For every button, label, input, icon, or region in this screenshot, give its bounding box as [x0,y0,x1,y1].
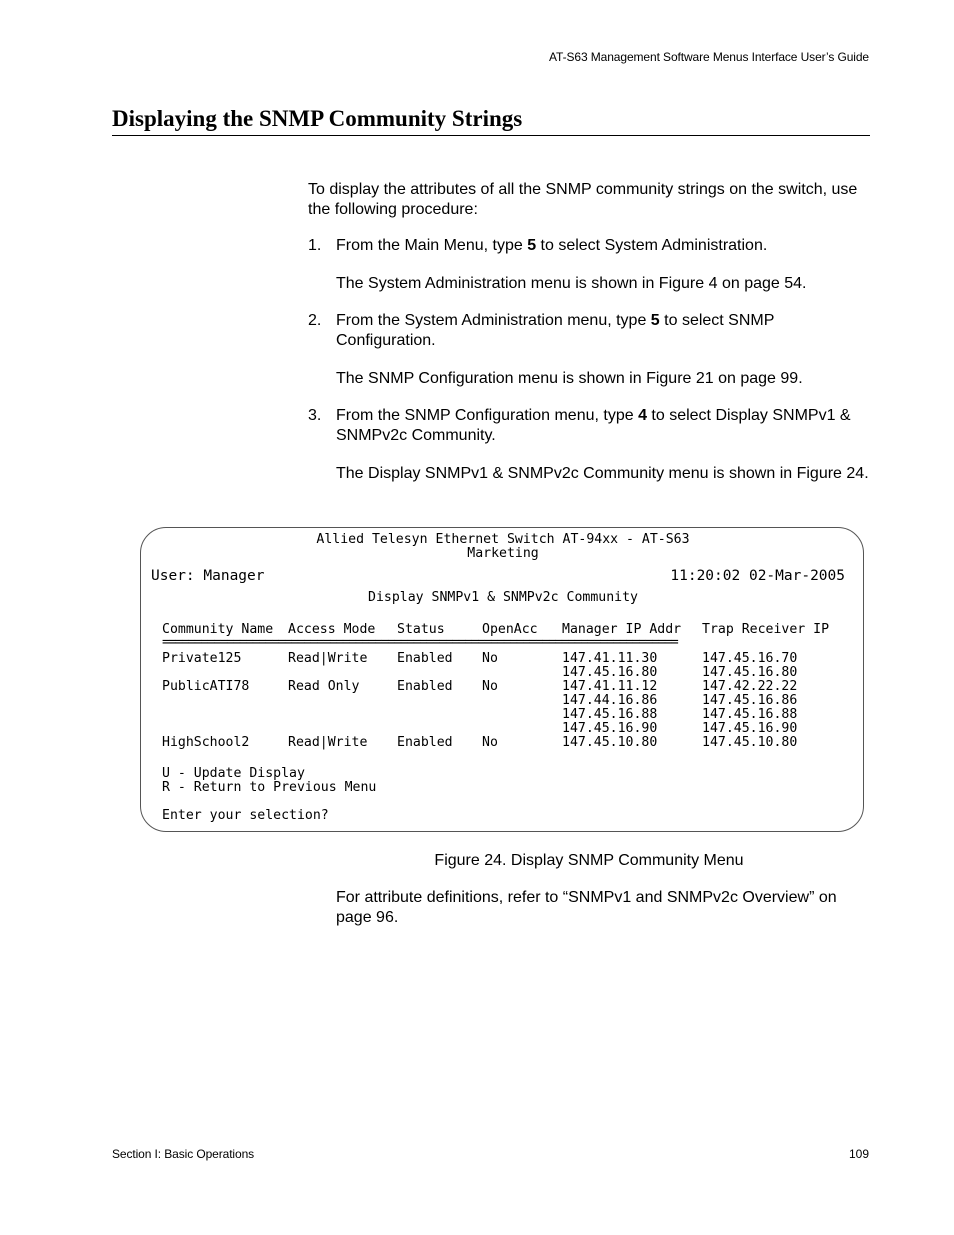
column-header: Community Name [162,622,274,637]
section-title: Displaying the SNMP Community Strings [112,106,870,136]
step-number: 3. [308,407,322,424]
terminal-datetime: 11:20:02 02-Mar-2005 [670,568,845,584]
trap-receiver-ip: 147.45.16.88 [702,707,798,722]
open-access: No [482,651,498,666]
option-update-display: U - Update Display [162,766,305,781]
step-text: From the System Administration menu, type 5 to select SNMP Configuration. [336,312,775,349]
access-mode: Read|Write [288,651,368,666]
selection-prompt: Enter your selection? [162,808,329,823]
access-mode: Read|Write [288,735,368,750]
manager-ip: 147.44.16.86 [562,693,658,708]
trap-receiver-ip: 147.45.10.80 [702,735,798,750]
community-name: PublicATI78 [162,679,250,694]
step-3-note: The Display SNMPv1 & SNMPv2c Community menu is shown in Figure 24. [336,465,869,482]
running-header: AT-S63 Management Software Menus Interface User’s Guide [549,50,869,64]
step-text: From the Main Menu, type 5 to select System Administration. [336,237,768,254]
manager-ip: 147.45.10.80 [562,735,658,750]
step-number: 1. [308,237,322,254]
open-access: No [482,679,498,694]
manager-ip: 147.41.11.30 [562,651,658,666]
column-header: Manager IP Addr [562,622,682,637]
terminal-location: Marketing [467,546,539,561]
access-mode: Read Only [288,679,360,694]
manager-ip: 147.41.11.12 [562,679,658,694]
column-header: Status [397,622,445,637]
step-1-note: The System Administration menu is shown in Figure 4 on page 54. [336,275,807,292]
manager-ip: 147.45.16.90 [562,721,658,736]
terminal-menu-title: Display SNMPv1 & SNMPv2c Community [368,590,638,605]
step-text: From the SNMP Configuration menu, type 4 to select Display SNMPv1 & SNMPv2c Community. [336,407,851,444]
community-name: HighSchool2 [162,735,250,750]
page-number: 109 [848,1147,869,1161]
step-2-note: The SNMP Configuration menu is shown in Figure 21 on page 99. [336,370,803,387]
manager-ip: 147.45.16.88 [562,707,658,722]
terminal-user: User: Manager [151,568,265,584]
footer-section: Section I: Basic Operations [112,1147,255,1161]
step-key: 5 [650,312,660,329]
intro-paragraph: To display the attributes of all the SNMP community strings on the switch, use the following procedure: [308,181,858,218]
column-header: Trap Receiver IP [702,622,830,637]
step-key: 4 [638,407,647,424]
terminal-screen [140,527,864,832]
column-header: Access Mode [288,622,376,637]
step-number: 2. [308,312,322,329]
trap-receiver-ip: 147.42.22.22 [702,679,798,694]
step-key: 5 [527,237,537,254]
trap-receiver-ip: 147.45.16.90 [702,721,798,736]
trap-receiver-ip: 147.45.16.86 [702,693,798,708]
table-rule: ================================================================================ [162,636,678,650]
trap-receiver-ip: 147.45.16.80 [702,665,798,680]
closing-paragraph: For attribute definitions, refer to “SNMPv1 and SNMPv2c Overview” on page 96. [336,889,837,926]
open-access: No [482,735,498,750]
status: Enabled [397,651,453,666]
status: Enabled [397,679,453,694]
trap-receiver-ip: 147.45.16.70 [702,651,798,666]
column-header: OpenAcc [482,622,538,637]
option-return-menu: R - Return to Previous Menu [162,780,377,795]
community-name: Private125 [162,651,242,666]
figure-caption: Figure 24. Display SNMP Community Menu [434,852,744,869]
manager-ip: 147.45.16.80 [562,665,658,680]
status: Enabled [397,735,453,750]
terminal-title: Allied Telesyn Ethernet Switch AT-94xx - AT-S63 [316,532,690,547]
